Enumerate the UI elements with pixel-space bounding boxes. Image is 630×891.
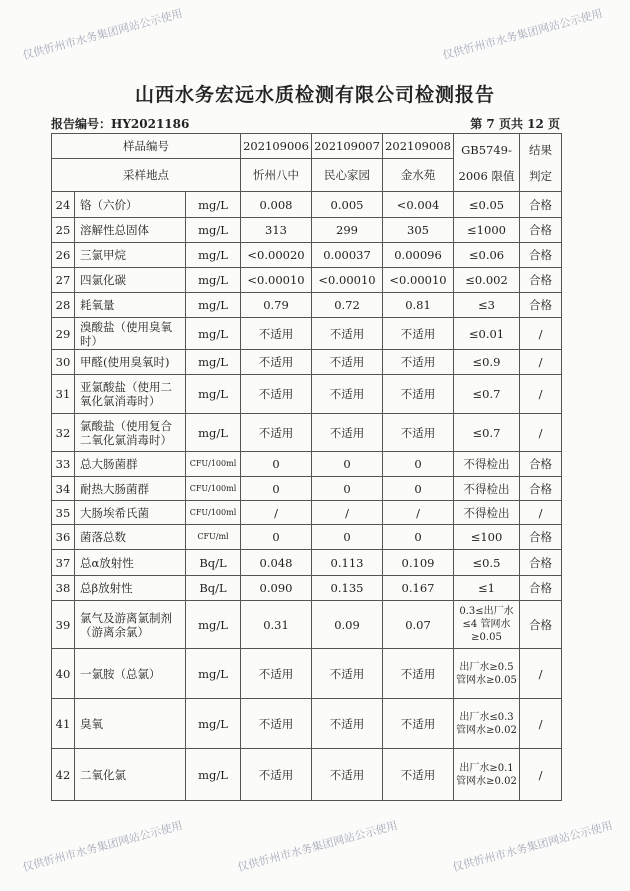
limit-value: ≤0.7 <box>454 414 520 452</box>
unit: CFU/ml <box>186 525 241 550</box>
row-number: 40 <box>52 649 75 699</box>
watermark: 仅供忻州市水务集团网站公示使用 <box>21 6 184 63</box>
value-site-2: 0.113 <box>312 550 383 576</box>
value-site-2: 0.135 <box>312 576 383 601</box>
table-row <box>52 268 562 293</box>
value-site-3: 0.167 <box>383 576 454 601</box>
item-name: 溶解性总固体 <box>75 218 186 243</box>
row-number: 29 <box>52 318 75 350</box>
limit-value: 不得检出 <box>454 501 520 525</box>
result-header <box>520 134 562 192</box>
result-judgement: 合格 <box>520 601 562 649</box>
unit: Bq/L <box>186 576 241 601</box>
table-row <box>52 601 562 649</box>
value-site-3: <0.00010 <box>383 268 454 293</box>
result-header-line: 结果 <box>529 142 552 157</box>
sample-no-label: 样品编号 <box>52 134 241 159</box>
row-number: 30 <box>52 350 75 375</box>
unit: mg/L <box>186 601 241 649</box>
row-number: 26 <box>52 243 75 268</box>
row-number: 32 <box>52 414 75 452</box>
limit-value: 出厂水≥0.5 管网水≥0.05 <box>454 649 520 699</box>
unit: mg/L <box>186 268 241 293</box>
table-row <box>52 218 562 243</box>
result-judgement: / <box>520 375 562 414</box>
page-number: 第 7 页共 12 页 <box>470 117 560 131</box>
sample-no: 202109008 <box>383 134 454 159</box>
value-site-1: 不适用 <box>241 318 312 350</box>
item-name: 四氯化碳 <box>75 268 186 293</box>
watermark: 仅供忻州市水务集团网站公示使用 <box>236 818 399 875</box>
limit-value: ≤0.7 <box>454 375 520 414</box>
unit: mg/L <box>186 350 241 375</box>
report-number: 报告编号：HY2021186 <box>51 117 190 131</box>
limit-value: ≤100 <box>454 525 520 550</box>
result-judgement: / <box>520 699 562 749</box>
value-site-3: 不适用 <box>383 649 454 699</box>
value-site-1: 0.090 <box>241 576 312 601</box>
table-row <box>52 192 562 218</box>
value-site-2: 0.09 <box>312 601 383 649</box>
value-site-1: 不适用 <box>241 649 312 699</box>
value-site-3: 不适用 <box>383 375 454 414</box>
sample-no: 202109007 <box>312 134 383 159</box>
unit: mg/L <box>186 699 241 749</box>
site-label: 采样地点 <box>52 159 241 192</box>
value-site-1: 0.31 <box>241 601 312 649</box>
item-name: 耐热大肠菌群 <box>75 477 186 501</box>
value-site-2: 不适用 <box>312 375 383 414</box>
value-site-1: 0 <box>241 525 312 550</box>
result-judgement: 合格 <box>520 218 562 243</box>
table-row <box>52 550 562 576</box>
value-site-1: 不适用 <box>241 699 312 749</box>
unit: mg/L <box>186 749 241 801</box>
sample-no: 202109006 <box>241 134 312 159</box>
unit: mg/L <box>186 414 241 452</box>
limit-value: ≤1000 <box>454 218 520 243</box>
limit-value: ≤1 <box>454 576 520 601</box>
unit: mg/L <box>186 218 241 243</box>
limit-value: ≤0.002 <box>454 268 520 293</box>
limit-value: 出厂水≥0.1 管网水≥0.02 <box>454 749 520 801</box>
sample-site: 忻州八中 <box>241 159 312 192</box>
table-row <box>52 501 562 525</box>
item-name: 溴酸盐（使用臭氧时） <box>75 318 186 350</box>
header-row-sample-no <box>52 134 562 159</box>
result-judgement: / <box>520 414 562 452</box>
row-number: 24 <box>52 192 75 218</box>
unit: mg/L <box>186 293 241 318</box>
row-number: 28 <box>52 293 75 318</box>
value-site-1: 不适用 <box>241 414 312 452</box>
result-judgement: 合格 <box>520 268 562 293</box>
limit-value: ≤0.5 <box>454 550 520 576</box>
value-site-1: 不适用 <box>241 749 312 801</box>
limit-header <box>454 134 520 192</box>
value-site-1: 0 <box>241 452 312 477</box>
result-judgement: 合格 <box>520 525 562 550</box>
row-number: 38 <box>52 576 75 601</box>
value-site-3: 不适用 <box>383 414 454 452</box>
row-number: 25 <box>52 218 75 243</box>
limit-value: ≤0.05 <box>454 192 520 218</box>
row-number: 42 <box>52 749 75 801</box>
table-row <box>52 576 562 601</box>
table-row <box>52 699 562 749</box>
table-row <box>52 525 562 550</box>
limit-value: 不得检出 <box>454 477 520 501</box>
unit: mg/L <box>186 192 241 218</box>
item-name: 铬（六价） <box>75 192 186 218</box>
limit-header-line: GB5749- <box>461 142 512 157</box>
value-site-3: 0.109 <box>383 550 454 576</box>
table-row <box>52 452 562 477</box>
value-site-3: 不适用 <box>383 749 454 801</box>
value-site-2: 299 <box>312 218 383 243</box>
row-number: 31 <box>52 375 75 414</box>
value-site-3: / <box>383 501 454 525</box>
unit: mg/L <box>186 318 241 350</box>
value-site-1: 0.008 <box>241 192 312 218</box>
value-site-1: / <box>241 501 312 525</box>
unit: mg/L <box>186 649 241 699</box>
value-site-3: <0.004 <box>383 192 454 218</box>
value-site-2: 不适用 <box>312 649 383 699</box>
result-judgement: 合格 <box>520 293 562 318</box>
value-site-3: 0.81 <box>383 293 454 318</box>
item-name: 甲醛(使用臭氧时) <box>75 350 186 375</box>
value-site-1: 0.048 <box>241 550 312 576</box>
item-name: 总α放射性 <box>75 550 186 576</box>
result-judgement: / <box>520 501 562 525</box>
value-site-2: 0 <box>312 452 383 477</box>
value-site-3: 0 <box>383 525 454 550</box>
value-site-2: 0.00037 <box>312 243 383 268</box>
value-site-2: 0.005 <box>312 192 383 218</box>
results-table <box>51 133 562 801</box>
table-row <box>52 243 562 268</box>
result-header-line: 判定 <box>529 168 552 183</box>
result-judgement: 合格 <box>520 243 562 268</box>
value-site-2: 0 <box>312 525 383 550</box>
row-number: 36 <box>52 525 75 550</box>
value-site-2: 0.72 <box>312 293 383 318</box>
result-judgement: / <box>520 350 562 375</box>
value-site-3: 不适用 <box>383 318 454 350</box>
row-number: 41 <box>52 699 75 749</box>
unit: CFU/100ml <box>186 477 241 501</box>
table-row <box>52 414 562 452</box>
row-number: 37 <box>52 550 75 576</box>
unit: CFU/100ml <box>186 452 241 477</box>
result-judgement: / <box>520 649 562 699</box>
result-judgement: 合格 <box>520 192 562 218</box>
unit: mg/L <box>186 375 241 414</box>
item-name: 亚氯酸盐（使用二氧化氯消毒时） <box>75 375 186 414</box>
row-number: 33 <box>52 452 75 477</box>
value-site-1: 不适用 <box>241 375 312 414</box>
sample-site: 民心家园 <box>312 159 383 192</box>
watermark: 仅供忻州市水务集团网站公示使用 <box>21 818 184 875</box>
value-site-3: 0 <box>383 452 454 477</box>
item-name: 耗氧量 <box>75 293 186 318</box>
value-site-2: 不适用 <box>312 318 383 350</box>
limit-value: 不得检出 <box>454 452 520 477</box>
value-site-2: 不适用 <box>312 699 383 749</box>
value-site-3: 不适用 <box>383 350 454 375</box>
unit: Bq/L <box>186 550 241 576</box>
item-name: 臭氧 <box>75 699 186 749</box>
value-site-2: 不适用 <box>312 414 383 452</box>
report-title: 山西水务宏远水质检测有限公司检测报告 <box>134 84 495 106</box>
table-row <box>52 477 562 501</box>
limit-value: 0.3≤出厂水≤4 管网水≥0.05 <box>454 601 520 649</box>
value-site-1: <0.00010 <box>241 268 312 293</box>
sample-site: 金水苑 <box>383 159 454 192</box>
value-site-2: 0 <box>312 477 383 501</box>
result-judgement: 合格 <box>520 477 562 501</box>
limit-value: ≤0.06 <box>454 243 520 268</box>
value-site-2: <0.00010 <box>312 268 383 293</box>
value-site-1: 313 <box>241 218 312 243</box>
table-row <box>52 749 562 801</box>
value-site-2: / <box>312 501 383 525</box>
unit: CFU/100ml <box>186 501 241 525</box>
result-judgement: / <box>520 749 562 801</box>
value-site-3: 0.00096 <box>383 243 454 268</box>
row-number: 35 <box>52 501 75 525</box>
watermark: 仅供忻州市水务集团网站公示使用 <box>451 818 614 875</box>
value-site-1: 0 <box>241 477 312 501</box>
table-row <box>52 293 562 318</box>
value-site-3: 305 <box>383 218 454 243</box>
value-site-2: 不适用 <box>312 749 383 801</box>
row-number: 34 <box>52 477 75 501</box>
item-name: 二氧化氯 <box>75 749 186 801</box>
item-name: 一氯胺（总氯） <box>75 649 186 699</box>
item-name: 总β放射性 <box>75 576 186 601</box>
table-row <box>52 375 562 414</box>
limit-value: ≤0.9 <box>454 350 520 375</box>
table-row <box>52 350 562 375</box>
value-site-1: <0.00020 <box>241 243 312 268</box>
value-site-3: 0 <box>383 477 454 501</box>
limit-value: ≤3 <box>454 293 520 318</box>
limit-value: 出厂水≤0.3 管网水≥0.02 <box>454 699 520 749</box>
value-site-1: 0.79 <box>241 293 312 318</box>
row-number: 39 <box>52 601 75 649</box>
result-judgement: / <box>520 318 562 350</box>
item-name: 总大肠菌群 <box>75 452 186 477</box>
item-name: 氯酸盐（使用复合二氧化氯消毒时） <box>75 414 186 452</box>
value-site-1: 不适用 <box>241 350 312 375</box>
value-site-3: 不适用 <box>383 699 454 749</box>
table-row <box>52 649 562 699</box>
value-site-3: 0.07 <box>383 601 454 649</box>
result-judgement: 合格 <box>520 452 562 477</box>
result-judgement: 合格 <box>520 576 562 601</box>
limit-header-line: 2006 限值 <box>458 168 515 183</box>
result-judgement: 合格 <box>520 550 562 576</box>
row-number: 27 <box>52 268 75 293</box>
unit: mg/L <box>186 243 241 268</box>
table-row <box>52 318 562 350</box>
value-site-2: 不适用 <box>312 350 383 375</box>
item-name: 三氯甲烷 <box>75 243 186 268</box>
limit-value: ≤0.01 <box>454 318 520 350</box>
item-name: 大肠埃希氏菌 <box>75 501 186 525</box>
watermark: 仅供忻州市水务集团网站公示使用 <box>441 6 604 63</box>
item-name: 菌落总数 <box>75 525 186 550</box>
item-name: 氯气及游离氯制剂（游离余氯） <box>75 601 186 649</box>
